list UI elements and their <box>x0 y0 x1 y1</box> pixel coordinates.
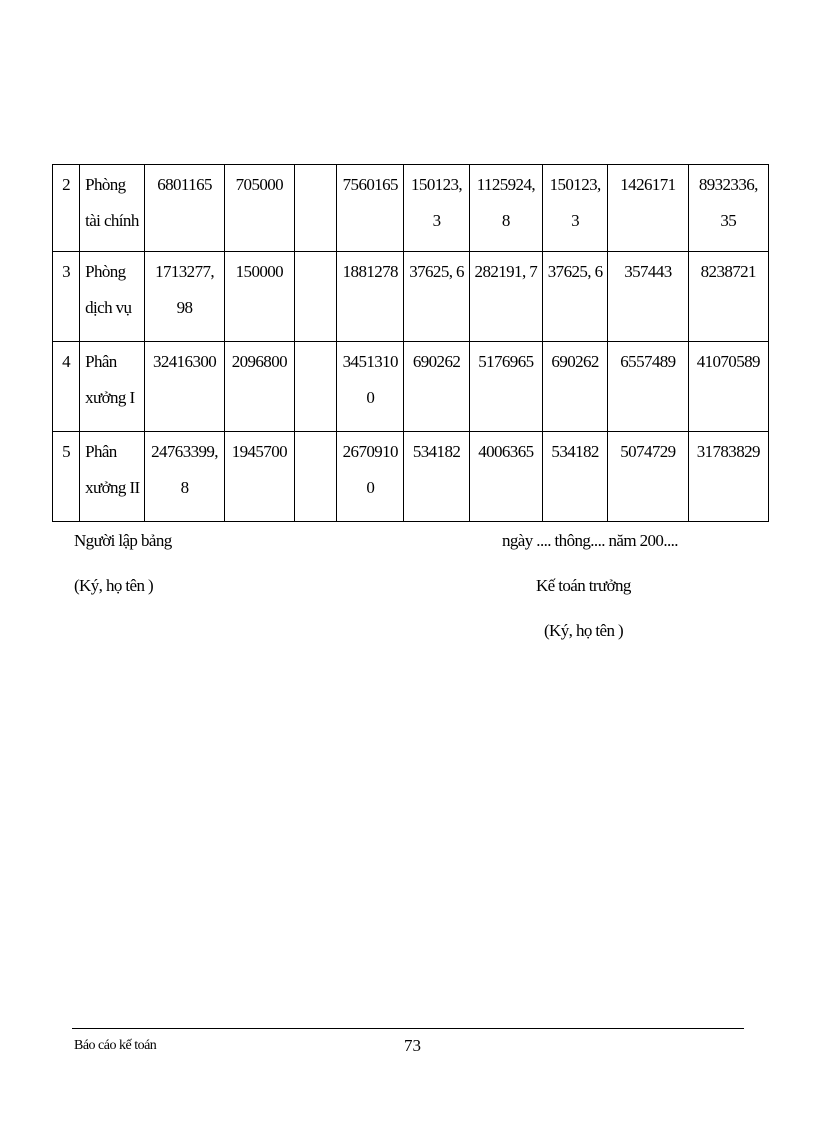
preparer-title: Người lập bảng <box>74 531 172 550</box>
value-cell: 534182 <box>404 432 469 522</box>
department-cell: Phòng dịch vụ <box>80 252 145 342</box>
value-cell: 24763399, 8 <box>145 432 224 522</box>
chief-accountant-signature-note: (Ký, họ tên ) <box>544 621 624 640</box>
department-cell: Phòng tài chính <box>80 165 145 252</box>
value-cell <box>294 432 336 522</box>
value-cell: 150000 <box>224 252 294 342</box>
table-row <box>53 252 769 342</box>
value-cell: 1125924, 8 <box>469 165 542 252</box>
value-cell: 7560165 <box>337 165 404 252</box>
value-cell: 5074729 <box>608 432 688 522</box>
value-cell <box>294 252 336 342</box>
footer-report-title: Báo cáo kế toán <box>74 1038 157 1053</box>
value-cell: 41070589 <box>688 342 768 432</box>
department-cell: Phân xưởng II <box>80 432 145 522</box>
value-cell: 690262 <box>543 342 608 432</box>
value-cell: 357443 <box>608 252 688 342</box>
footer-divider <box>72 1028 744 1029</box>
value-cell: 3451310 0 <box>337 342 404 432</box>
value-cell: 534182 <box>543 432 608 522</box>
row-number-cell: 3 <box>53 252 80 342</box>
value-cell <box>294 342 336 432</box>
value-cell: 1713277, 98 <box>145 252 224 342</box>
value-cell: 690262 <box>404 342 469 432</box>
value-cell: 2670910 0 <box>337 432 404 522</box>
value-cell: 1945700 <box>224 432 294 522</box>
value-cell: 1426171 <box>608 165 688 252</box>
table-row <box>53 432 769 522</box>
page-number: 73 <box>404 1036 421 1055</box>
value-cell: 37625, 6 <box>404 252 469 342</box>
value-cell: 6801165 <box>145 165 224 252</box>
salary-allocation-table <box>52 164 769 522</box>
value-cell: 32416300 <box>145 342 224 432</box>
value-cell: 705000 <box>224 165 294 252</box>
department-cell: Phân xưởng I <box>80 342 145 432</box>
value-cell: 1881278 <box>337 252 404 342</box>
value-cell: 31783829 <box>688 432 768 522</box>
table-row <box>53 165 769 252</box>
value-cell <box>294 165 336 252</box>
value-cell: 8238721 <box>688 252 768 342</box>
value-cell: 5176965 <box>469 342 542 432</box>
row-number-cell: 4 <box>53 342 80 432</box>
row-number-cell: 2 <box>53 165 80 252</box>
value-cell: 37625, 6 <box>543 252 608 342</box>
table-row <box>53 342 769 432</box>
value-cell: 282191, 7 <box>469 252 542 342</box>
chief-accountant-title: Kế toán trưởng <box>536 576 631 595</box>
value-cell: 8932336, 35 <box>688 165 768 252</box>
row-number-cell: 5 <box>53 432 80 522</box>
value-cell: 150123, 3 <box>404 165 469 252</box>
date-line: ngày .... thông.... năm 200.... <box>502 531 678 550</box>
preparer-signature-note: (Ký, họ tên ) <box>74 576 154 595</box>
value-cell: 6557489 <box>608 342 688 432</box>
value-cell: 150123, 3 <box>543 165 608 252</box>
value-cell: 2096800 <box>224 342 294 432</box>
value-cell: 4006365 <box>469 432 542 522</box>
